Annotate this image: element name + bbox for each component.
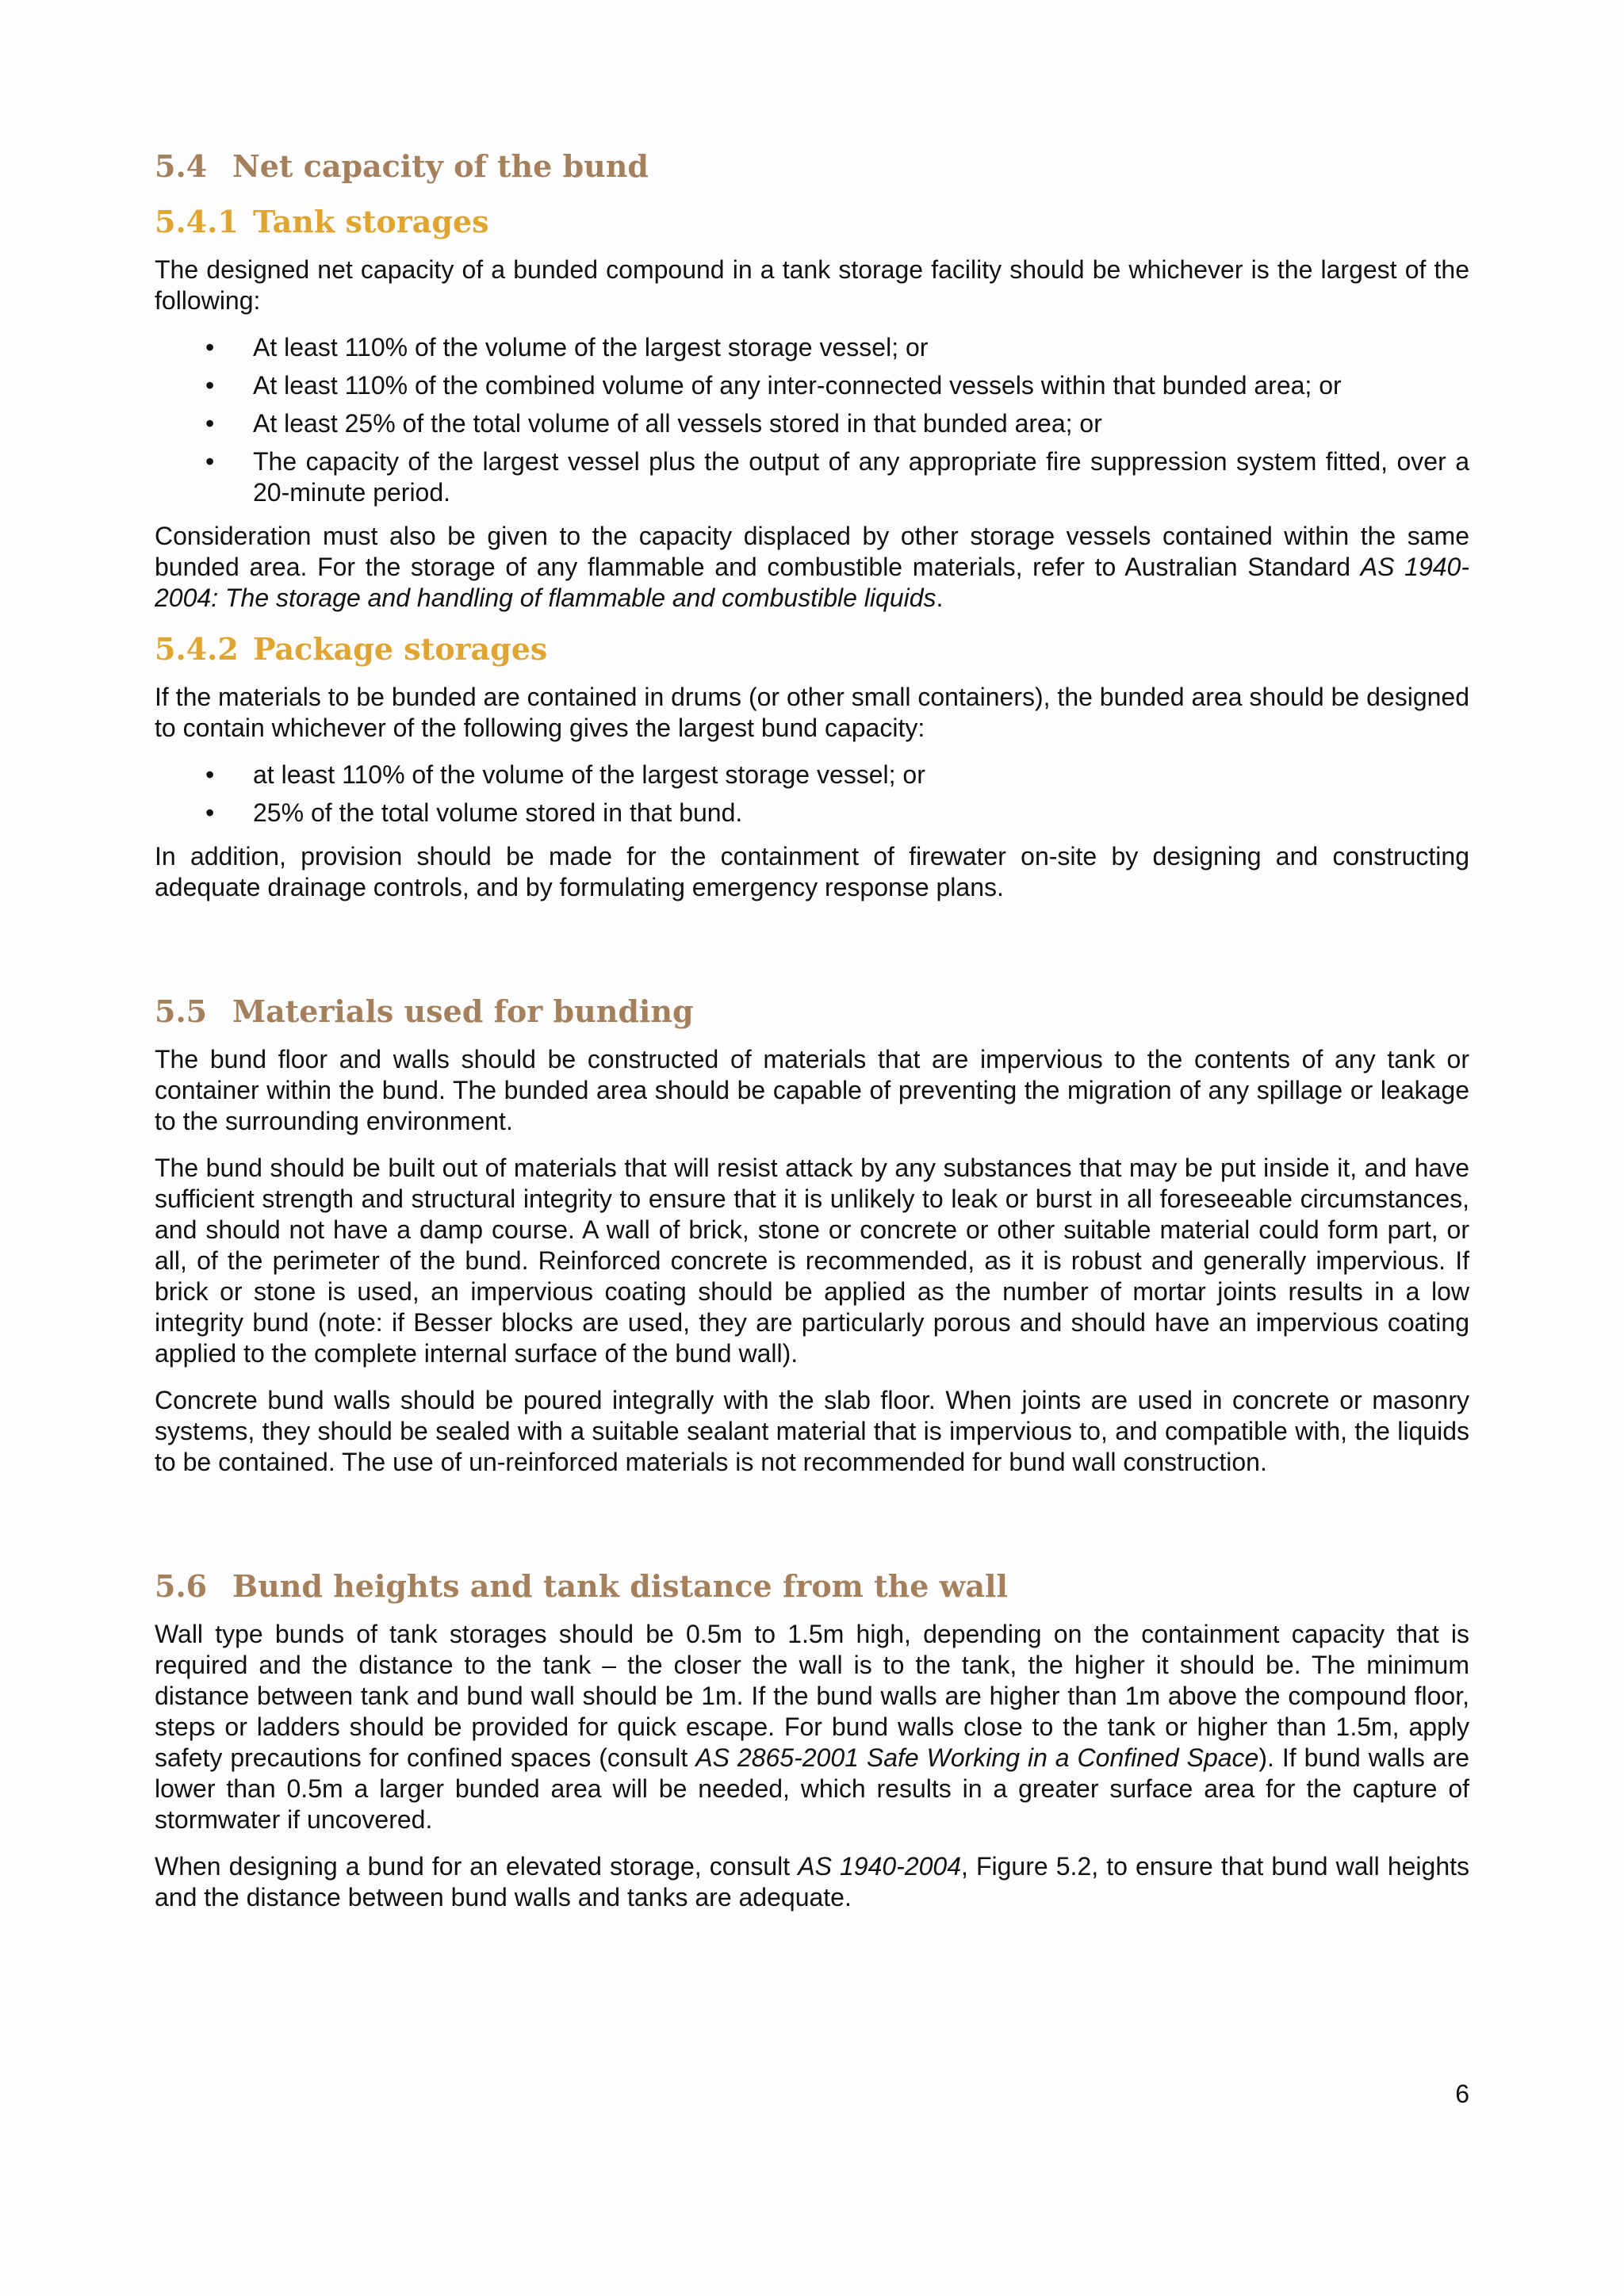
list-item: • At least 110% of the volume of the largest storage vessel; or	[155, 332, 1469, 363]
section-5-4-heading: 5.4 Net capacity of the bund	[155, 148, 649, 184]
consideration-paragraph: Consideration must also be given to the capacity displaced by other storage vessels contained within the same bunded area. For the storage of any flammable and combustible materials, refer to Australian Standard AS 1940-2004: The storage and handling of flammable and combustible liquids.	[155, 522, 1470, 612]
section-5-5-heading: 5.5 Materials used for bunding	[155, 993, 694, 1029]
tank-storages-intro: The designed net capacity of a bunded compound in a tank storage facility should be whichever is the largest of the following:	[155, 255, 1469, 315]
materials-paragraph-2: The bund should be built out of materials that will resist attack by any substances that may be put inside it, and have sufficient strength and structural integrity to ensure that it is unlikely to leak or burst in all foreseeable circumstances, and should not have a damp course. A wall of brick, stone or concrete or other suitable material could form part, or all, of the perimeter of the bund. Reinforced concrete is recommended, as it is robust and generally impervious. If brick or stone is used, an impervious coating should be applied as the number of mortar joints results in a low integrity bund (note: if Besser blocks are used, they are particularly porous and should have an impervious coating applied to the complete internal surface of the bund wall).	[155, 1154, 1469, 1368]
document-page	[155, 147, 1469, 1913]
list-item: • The capacity of the largest vessel plus the output of any appropriate fire suppression system fitted, over a 20-minute period.	[155, 446, 1469, 508]
firewater-paragraph: In addition, provision should be made for the containment of firewater on-site by designing and constructing adequate drainage controls, and by formulating emergency response plans.	[155, 842, 1469, 901]
list-item: • 25% of the total volume stored in that bund.	[155, 798, 1469, 828]
list-item: • At least 110% of the combined volume of any inter-connected vessels within that bunded area; or	[155, 370, 1469, 401]
bund-heights-paragraph-1: Wall type bunds of tank storages should be 0.5m to 1.5m high, depending on the containment capacity that is required and the distance to the tank – the closer the wall is to the tank, the higher it should be. The minimum distance between tank and bund wall should be 1m. If the bund walls are higher than 1m above the compound floor, steps or ladders should be provided for quick escape. For bund walls close to the tank or higher than 1.5m, apply safety precautions for confined spaces (consult AS 2865-2001 Safe Working in a Confined Space). If bund walls are lower than 0.5m a larger bunded area will be needed, which results in a greater surface area for the capture of stormwater if uncovered.	[155, 1620, 1470, 1834]
tank-storages-list	[155, 332, 1469, 508]
bund-heights-paragraph-2: When designing a bund for an elevated storage, consult AS 1940-2004, Figure 5.2, to ensure that bund wall heights and the distance between bund walls and tanks are adequate.	[155, 1852, 1470, 1911]
page-number: 6	[1455, 2080, 1469, 2108]
standard-reference: AS 2865-2001 Safe Working in a Confined Space	[695, 1743, 1259, 1772]
materials-paragraph-3: Concrete bund walls should be poured integrally with the slab floor. When joints are used in concrete or masonry systems, they should be sealed with a suitable sealant material that is impervious to, and compatible with, the liquids to be contained. The use of un-reinforced materials is not recommended for bund wall construction.	[155, 1386, 1469, 1476]
package-storages-intro: If the materials to be bunded are contained in drums (or other small containers), the bunded area should be designed to contain whichever of the following gives the largest bund capacity:	[155, 683, 1469, 742]
section-5-6-heading: 5.6 Bund heights and tank distance from the wall	[155, 1568, 1008, 1604]
package-storages-list	[155, 760, 1469, 828]
section-5-4-1-heading: 5.4.1 Tank storages	[155, 204, 489, 239]
list-item: • At least 25% of the total volume of all vessels stored in that bunded area; or	[155, 408, 1469, 439]
materials-paragraph-1: The bund floor and walls should be constructed of materials that are impervious to the contents of any tank or container within the bund. The bunded area should be capable of preventing the migration of any spillage or leakage to the surrounding environment.	[155, 1045, 1469, 1135]
standard-reference: AS 1940-2004	[798, 1852, 962, 1881]
standard-reference: AS 1940-2004: The storage and handling of flammable and combustible liquids	[155, 553, 1470, 612]
list-item: • at least 110% of the volume of the largest storage vessel; or	[155, 760, 1469, 790]
section-5-4-2-heading: 5.4.2 Package storages	[155, 631, 548, 667]
